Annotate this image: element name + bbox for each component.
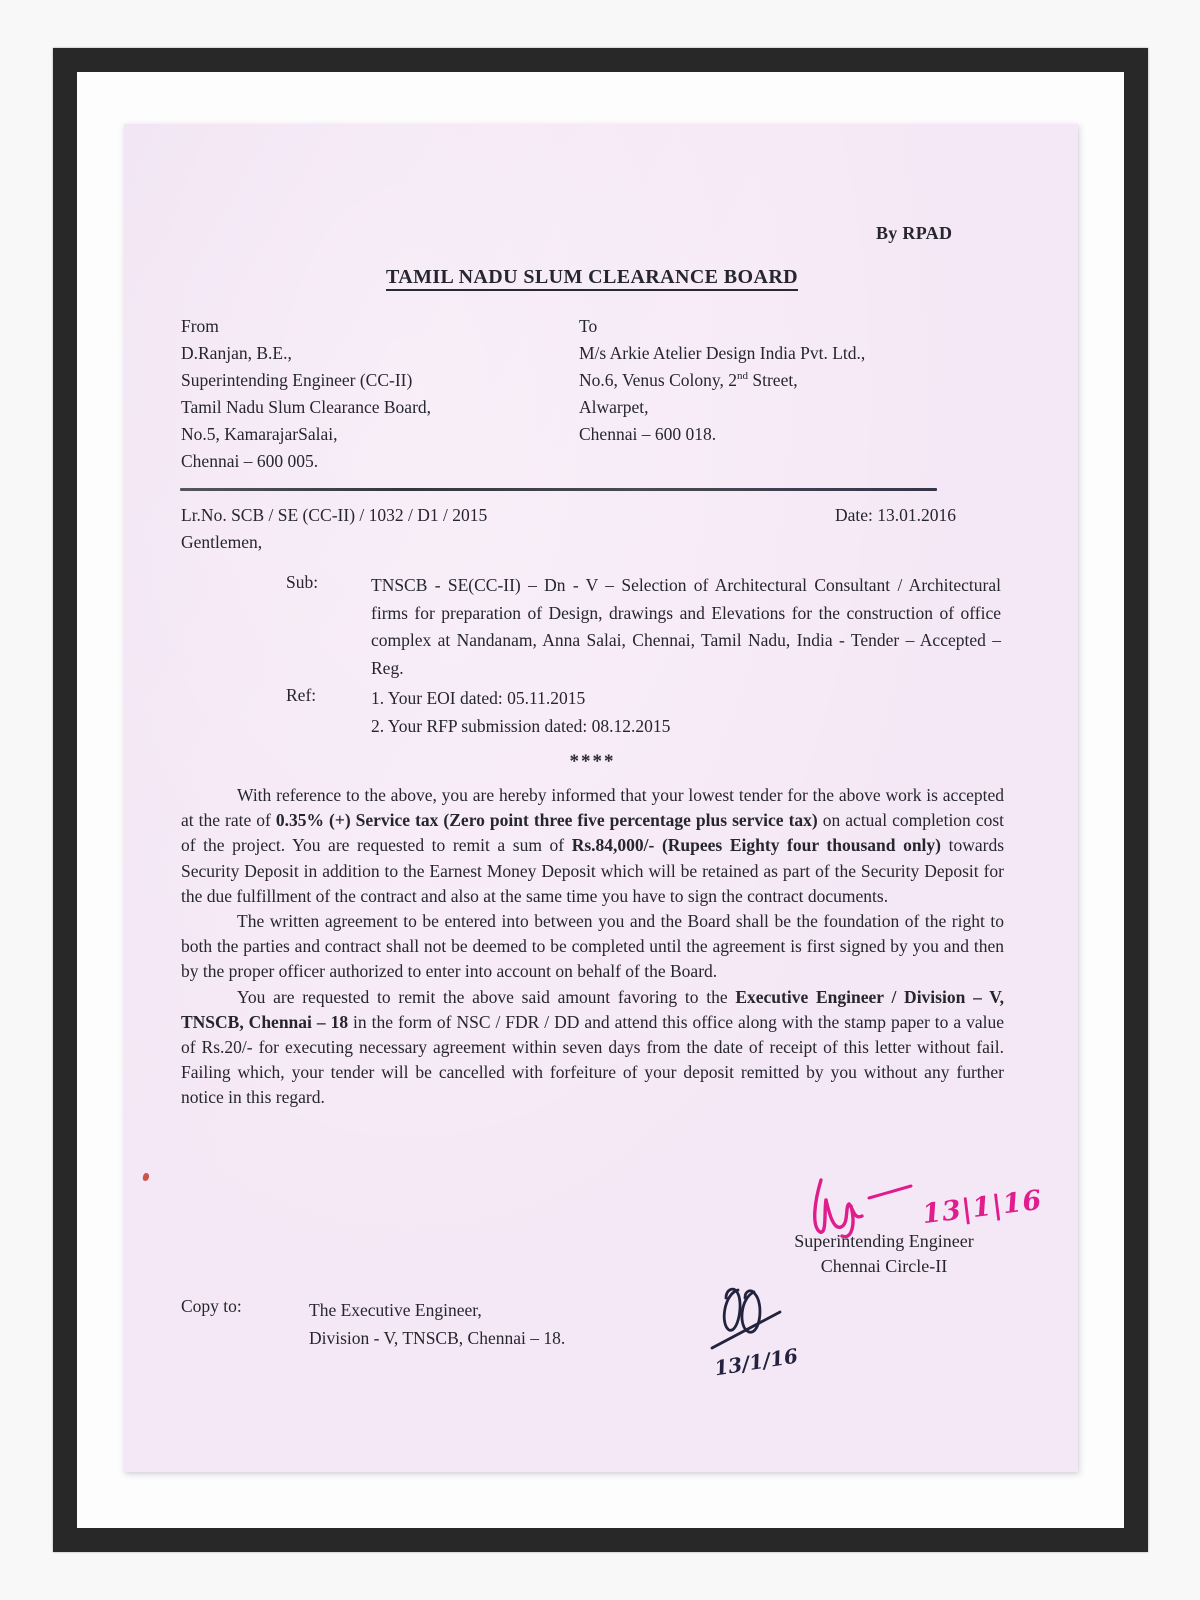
ref-item: 1. Your EOI dated: 05.11.2015 [371,688,586,708]
copy-to-label: Copy to: [181,1296,242,1316]
margin-mark-red [142,1172,150,1181]
copy-to-block [309,1296,729,1352]
ref-label: Ref: [286,685,317,705]
from-address-line: No.5, KamarajarSalai, [181,424,338,444]
letter-date: Date: 13.01.2016 [835,505,957,525]
address-divider-rule [180,488,937,491]
signatory-block [744,1229,1024,1279]
copy-to-line: The Executive Engineer, [309,1300,482,1320]
from-address-line: Superintending Engineer (CC-II) [181,370,413,390]
body-paragraph-1: With reference to the above, you are hereby informed that your lowest tender for the above work is accepted at the rate of 0.35% (+) Service tax (Zero point three five percentage plus service tax) on actual completion cost of the project. You are requested to remit a sum of Rs.84,000/- (Rupees Eighty four thousand only) towards Security Deposit in addition to the Earnest Money Deposit which will be retained as part of the Security Deposit for the due fulfillment of the contract and also at the same time you have to sign the contract documents. [181,785,1005,906]
ref-item: 2. Your RFP submission dated: 08.12.2015 [371,715,671,736]
to-address-line: Alwarpet, [579,397,649,417]
body-paragraph-3: You are requested to remit the above said amount favoring to the Executive Engineer / Division – V, TNSCB, Chennai – 18 in the form of NSC / FDR / DD and attend this office along with the stamp paper to a value of Rs.20/- for executing necessary agreement within seven days from the date of receipt of this letter without fail. Failing which, your tender will be cancelled with forfeiture of your deposit remitted by you without any further notice in this regard. [181,986,1004,1108]
letter-paper [124,124,1078,1472]
from-label: From [181,316,219,336]
from-address-line: Chennai – 600 005. [181,451,319,471]
from-address-line: Tamil Nadu Slum Clearance Board, [181,397,432,417]
letter-title [124,266,1060,289]
initials-date-handwritten: 13/1/16 [712,1343,800,1381]
signature-date-handwritten: 13|1|16 [920,1184,1045,1231]
to-address-line: M/s Arkie Atelier Design India Pvt. Ltd., [579,343,866,363]
subject-text: TNSCB - SE(CC-II) – Dn - V – Selection of Architectural Consultant / Architectural firms for preparation of Design, drawings and Elevations for the construction of office complex at Nandanam, Anna Salai, Chennai, Tamil Nadu, India - Tender – Accepted – Reg. [371,575,1001,678]
officer-initials-handwritten [706,1284,836,1394]
dispatch-mode: By RPAD [876,223,953,243]
signatory-designation: Superintending Engineer [794,1231,974,1251]
letter-body [181,783,1004,1111]
salutation: Gentlemen, [181,532,263,552]
body-paragraph-2: The written agreement to be entered into between you and the Board shall be the foundation of the right to both the parties and contract shall not be deemed to be completed until the agreement is first signed by you and then by the proper officer authorized to enter into account on behalf of the Board. [181,911,1004,982]
subject-label: Sub: [286,572,319,592]
signatory-office: Chennai Circle-II [820,1256,948,1276]
to-address-line: No.6, Venus Colony, 2nd Street, [579,370,798,390]
photo-frame [53,48,1148,1552]
letter-title-text: TAMIL NADU SLUM CLEARANCE BOARD [386,266,798,291]
from-address-line: D.Ranjan, B.E., [181,343,292,363]
to-block [579,313,999,448]
ordinal-superscript: nd [737,370,748,383]
ref-block [371,685,971,740]
to-label: To [579,316,598,336]
from-block [181,313,571,475]
section-separator-stars: **** [569,751,616,772]
letter-number: Lr.No. SCB / SE (CC-II) / 1032 / D1 / 2015 [181,505,488,525]
copy-to-line: Division - V, TNSCB, Chennai – 18. [309,1328,566,1348]
letter-number-row [181,505,1004,526]
to-address-line: Chennai – 600 018. [579,424,717,444]
